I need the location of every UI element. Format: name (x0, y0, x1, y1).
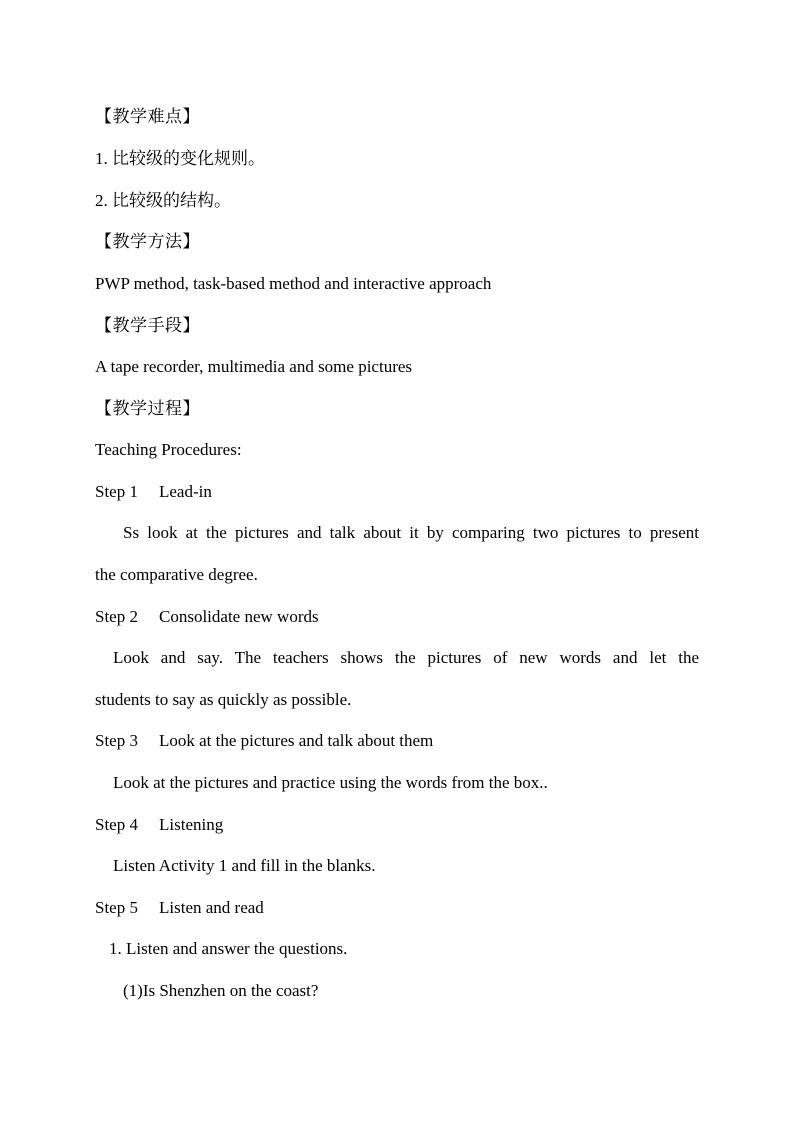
methods-text: PWP method, task-based method and interactive approach (95, 274, 492, 293)
step-3-header (95, 730, 699, 752)
step-5-label: Step 5 (95, 898, 138, 917)
step-5-question-1: (1)Is Shenzhen on the coast? (123, 981, 319, 1000)
process-heading: 【教学过程】 (95, 399, 200, 418)
means-heading: 【教学手段】 (95, 316, 200, 335)
step-5-title: Listen and read (159, 898, 264, 917)
difficulty-item-1: 1. 比较级的变化规则。 (95, 149, 265, 168)
step-4-label: Step 4 (95, 815, 138, 834)
step-4-body: Listen Activity 1 and fill in the blanks. (113, 856, 376, 875)
step-2-title: Consolidate new words (159, 607, 319, 626)
step-1-label: Step 1 (95, 482, 138, 501)
step-4-header (95, 814, 699, 836)
step-1-header (95, 481, 699, 503)
difficulty-item-2: 2. 比较级的结构。 (95, 191, 231, 210)
step-1-title: Lead-in (159, 482, 212, 501)
means-text: A tape recorder, multimedia and some pictures (95, 357, 413, 376)
step-4-title: Listening (159, 815, 224, 834)
step-1-body-line-1: Ss look at the pictures and talk about it by comparing two pictures to present (123, 523, 699, 542)
methods-heading: 【教学方法】 (95, 232, 200, 251)
step-2-body-line-1: Look and say. The teachers shows the pictures of new words and let the (113, 648, 699, 667)
step-3-body: Look at the pictures and practice using the words from the box.. (113, 773, 548, 792)
step-3-label: Step 3 (95, 731, 138, 750)
step-2-body-line-2: students to say as quickly as possible. (95, 690, 352, 709)
difficulty-heading: 【教学难点】 (95, 107, 200, 126)
step-5-header (95, 897, 699, 919)
step-2-label: Step 2 (95, 607, 138, 626)
step-2-header (95, 606, 699, 628)
step-1-body-line-2: the comparative degree. (95, 565, 258, 584)
step-3-title: Look at the pictures and talk about them (159, 731, 434, 750)
process-intro: Teaching Procedures: (95, 440, 242, 459)
step-5-subitem-1: 1. Listen and answer the questions. (109, 939, 348, 958)
